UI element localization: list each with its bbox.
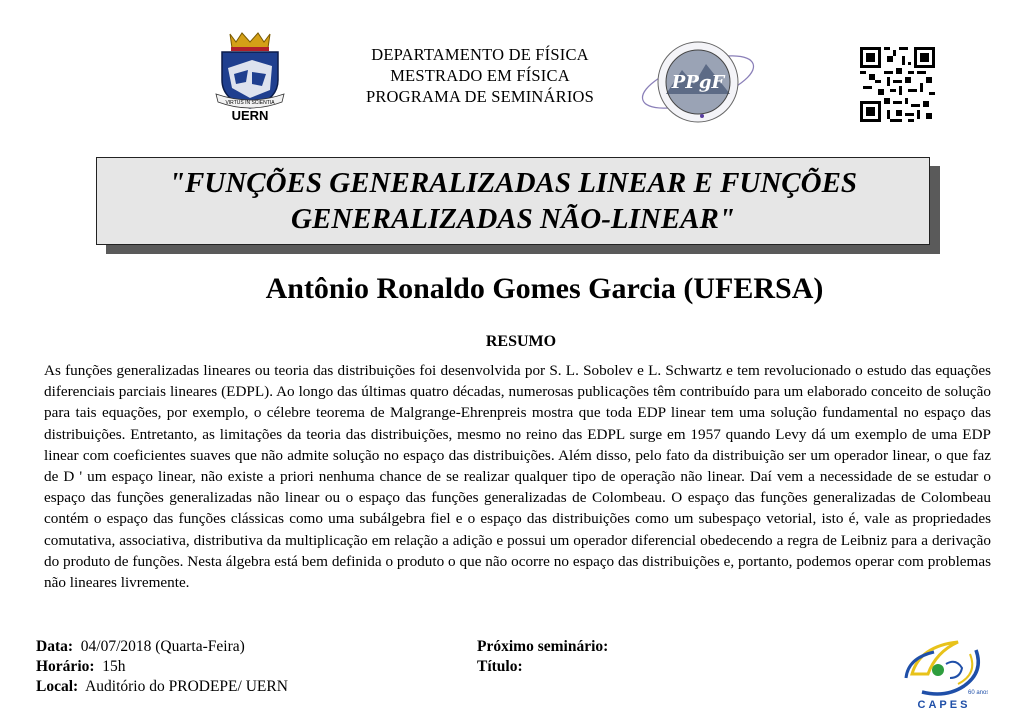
- ppgf-logo: [636, 34, 766, 130]
- abstract-heading: RESUMO: [485, 333, 557, 350]
- event-info: [36, 637, 288, 697]
- department-header: [330, 44, 630, 107]
- department-line-3: PROGRAMA DE SEMINÁRIOS: [365, 87, 595, 106]
- capes-emblem-icon: [900, 628, 988, 712]
- talk-title: "FUNÇÕES GENERALIZADAS LINEAR E FUNÇÕES GENERALIZADAS NÃO-LINEAR": [168, 167, 858, 235]
- svg-text:60 anos: 60 anos: [968, 690, 988, 696]
- department-line-1: DEPARTAMENTO DE FÍSICA: [371, 45, 589, 64]
- qr-code[interactable]: [860, 47, 935, 122]
- time-value: 15h: [102, 658, 126, 675]
- svg-text:VIRTUS IN SCIENTIA: VIRTUS IN SCIENTIA: [225, 100, 275, 106]
- date-row: [36, 637, 288, 657]
- time-row: [36, 657, 288, 677]
- time-label: Horário:: [36, 658, 95, 675]
- next-title-label: Título:: [477, 658, 523, 675]
- date-label: Data:: [36, 638, 74, 655]
- date-value: 04/07/2018 (Quarta-Feira): [80, 638, 245, 655]
- abstract-body: As funções generalizadas lineares ou teoria das distribuições foi desenvolvida por S. L. Sobolev e L. Schwartz e tem revolucionado o estudo das equações diferenciais parciais lineares (EDPL). Ao longo das últimas quatro décadas, numerosas publicações têm contribuído para um elaborado conceito de solução para tais equações, por exemplo, o célebre teorema de Malgrange-Ehrenpreis mostra que toda EDP linear tem uma solução fundamental no espaço das distribuições. Entretanto, as limitações da teoria das distribuições, mesmo no reino das EDPL surge em 1957 quando Levy dá um exemplo de uma EDP linear com coeficientes suaves que não admite solução no espaço das distribuições. Além disso, pelo fato da distribuição ser um operador linear, o que faz de D ' um espaço linear, não existe a priori nenhuma chance de se realizar qualquer tipo de operação não linear. Daí vem a necessidade de se estudar o espaço das funções generalizadas não linear ou o espaço das funções generalizadas de Colombeau. O espaço das funções generalizadas de Colombeau contém o espaço das funções clássicas como uma subálgebra fiel e o espaço das distribuições como um subespaço vetorial, isto é, vale as propriedades comutativa, associativa, distributiva da multiplicação em relação a adição e possui um operador diferencial obedecendo a regra de Leibniz para a derivação do produto de funções. Nesta álgebra está bem definida o produto o que não ocorre no espaço das distribuições e, portanto, podemos operar com problemas não lineares livremente.: [44, 362, 991, 592]
- uern-logo: [212, 30, 288, 122]
- ppgf-emblem-icon: [636, 34, 766, 130]
- uern-crest-icon: [212, 30, 288, 122]
- svg-text:UERN: UERN: [231, 108, 269, 122]
- speaker-name: Antônio Ronaldo Gomes Garcia (UFERSA): [265, 272, 824, 305]
- qr-code-icon: [860, 47, 935, 122]
- title-box: [96, 157, 930, 245]
- place-value: Auditório do PRODEPE/ UERN: [85, 678, 288, 695]
- svg-text:CAPES: CAPES: [917, 699, 971, 711]
- next-seminar-info: [477, 637, 608, 677]
- place-row: [36, 677, 288, 697]
- department-line-2: MESTRADO EM FÍSICA: [390, 66, 570, 85]
- place-label: Local:: [36, 678, 79, 695]
- capes-logo: [900, 628, 988, 712]
- next-seminar-label: Próximo seminário:: [477, 638, 609, 655]
- svg-text:PPgF: PPgF: [671, 72, 725, 93]
